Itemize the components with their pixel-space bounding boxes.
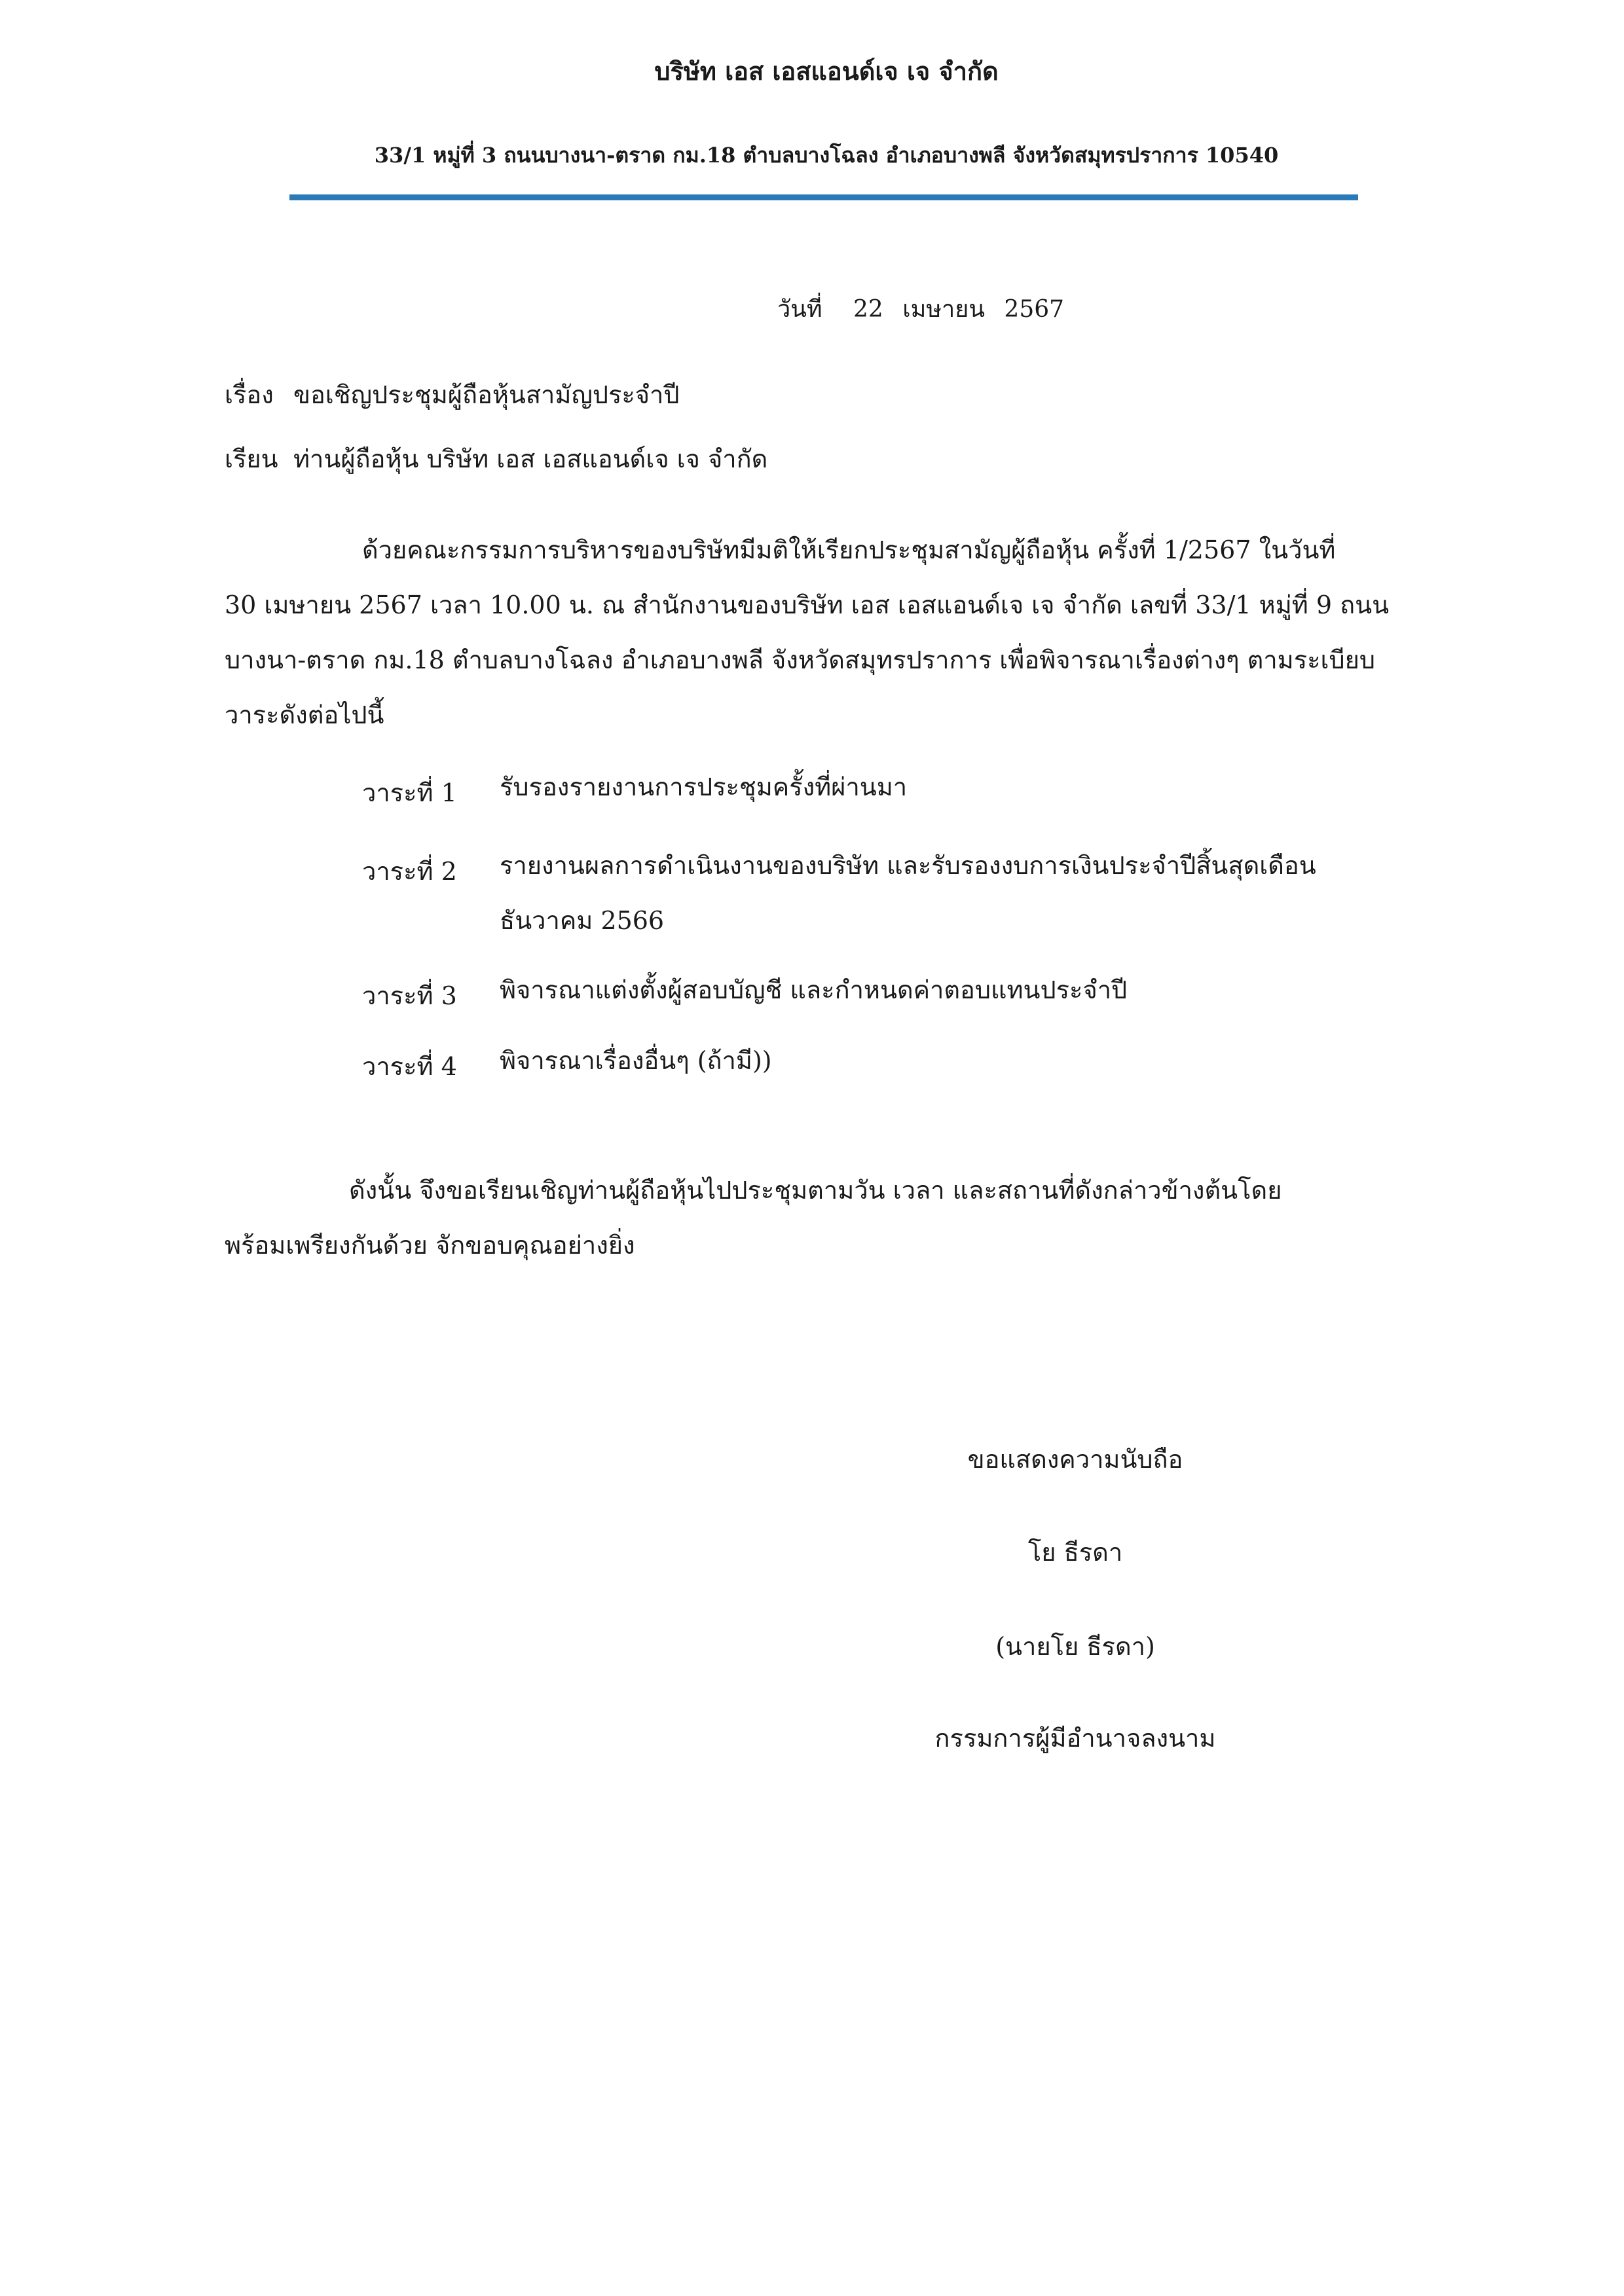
paragraph-line: 30 เมษายน 2567 เวลา 10.00 น. ณ สำนักงานของบริษัท เอส เอสแอนด์เจ เจ จำกัด เลขที่ 33/1 หมู่ที่ 9 ถนน [225, 591, 1390, 619]
closing-paragraph [225, 1163, 1420, 1273]
agenda-2-text [500, 838, 1316, 948]
subject-line [225, 374, 679, 414]
agenda-1-label: วาระที่ 1 [362, 778, 457, 807]
company-address: 33/1 หมู่ที่ 3 ถนนบางนา-ตราด กม.18 ตำบลบางโฉลง อำเภอบางพลี จังหวัดสมุทรปราการ 10540 [374, 143, 1279, 168]
agenda-3-label: วาระที่ 3 [362, 981, 457, 1010]
paragraph-line: ดังนั้น จึงขอเรียนเชิญท่านผู้ถือหุ้นไปประชุมตามวัน เวลา และสถานที่ดังกล่าวข้างต้นโดย [349, 1176, 1282, 1205]
agenda-line: พิจารณาแต่งตั้งผู้สอบบัญชี และกำหนดค่าตอบแทนประจำปี [500, 975, 1128, 1004]
agenda-4-text [500, 1033, 772, 1088]
agenda-line: รับรองรายงานการประชุมครั้งที่ผ่านมา [500, 773, 908, 801]
agenda-line: ธันวาคม 2566 [500, 906, 665, 935]
paragraph-line: บางนา-ตราด กม.18 ตำบลบางโฉลง อำเภอบางพลี จังหวัดสมุทรปราการ เพื่อพิจารณาเรื่องต่างๆ ตามระเบียบ [225, 646, 1376, 674]
agenda-4-label: วาระที่ 4 [362, 1052, 457, 1081]
agenda-3-text [500, 962, 1127, 1017]
letter-date [777, 290, 1064, 327]
date-month: เมษายน [902, 296, 985, 323]
recipient-label: เรียน [225, 445, 278, 473]
date-day: 22 [853, 296, 883, 323]
agenda-1-text [500, 759, 907, 814]
recipient-text: ท่านผู้ถือหุ้น บริษัท เอส เอสแอนด์เจ เจ จำกัด [293, 445, 768, 473]
regards-text: ขอแสดงความนับถือ [967, 1445, 1183, 1474]
signed-name: โย ธีรดา [1027, 1538, 1123, 1567]
recipient-line [225, 439, 767, 479]
agenda-line: พิจารณาเรื่องอื่นๆ (ถ้ามี)) [500, 1046, 772, 1075]
agenda-2-label: วาระที่ 2 [362, 857, 457, 886]
paragraph-line: วาระดังต่อไปนี้ [225, 701, 384, 729]
intro-paragraph [225, 522, 1420, 742]
subject-label: เรื่อง [225, 380, 274, 409]
header-divider [289, 194, 1358, 200]
subject-text: ขอเชิญประชุมผู้ถือหุ้นสามัญประจำปี [293, 380, 680, 409]
signer-full-name: (นายโย ธีรดา) [995, 1632, 1155, 1661]
company-name: บริษัท เอส เอสแอนด์เจ เจ จำกัด [654, 56, 999, 86]
paragraph-line: พร้อมเพรียงกันด้วย จักขอบคุณอย่างยิ่ง [225, 1231, 635, 1260]
signer-title: กรรมการผู้มีอำนาจลงนาม [934, 1724, 1216, 1753]
paragraph-line: ด้วยคณะกรรมการบริหารของบริษัทมีมติให้เรียกประชุมสามัญผู้ถือหุ้น ครั้งที่ 1/2567 ในวันที่ [362, 536, 1336, 564]
date-label: วันที่ [777, 296, 822, 323]
agenda-line: รายงานผลการดำเนินงานของบริษัท และรับรองงบการเงินประจำปีสิ้นสุดเดือน [500, 851, 1316, 880]
date-year: 2567 [1004, 296, 1065, 323]
